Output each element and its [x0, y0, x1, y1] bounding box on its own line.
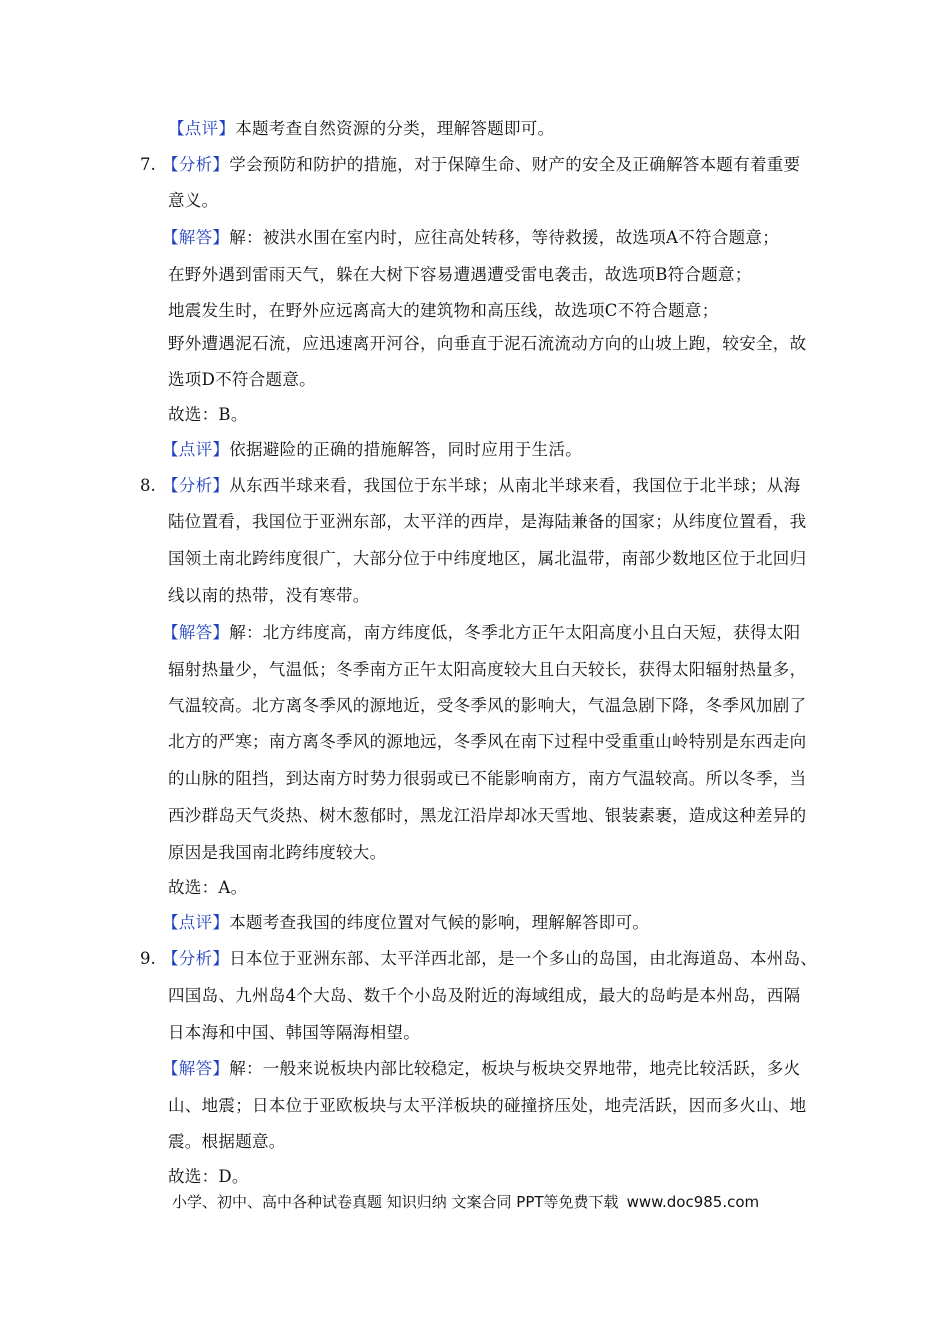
analysis-tag: 【分析】: [162, 949, 230, 968]
q9-choice: 故选：D。: [168, 1167, 249, 1186]
page-footer: [172, 1192, 759, 1212]
q7-analysis-line-1: [162, 154, 800, 176]
q7-answer-line-5: 选项D不符合题意。: [168, 370, 316, 389]
q8-number: 8.: [140, 476, 156, 495]
q7-answer-text-1: 解：被洪水围在室内时，应往高处转移，等待救援，故选项A不符合题意；: [229, 228, 780, 247]
q8-analysis-line-1: [162, 475, 800, 497]
q7-answer-line-1: [162, 227, 779, 249]
analysis-tag: 【分析】: [162, 155, 230, 174]
answer-tag: 【解答】: [162, 1059, 230, 1078]
answer-tag: 【解答】: [162, 623, 230, 642]
q8-answer-line-5: 的山脉的阻挡，到达南方时势力很弱或已不能影响南方，南方气温较高。所以冬季，当: [168, 769, 807, 788]
q8-analysis-text-1: 从东西半球来看，我国位于东半球；从南北半球来看，我国位于北半球；从海: [229, 476, 801, 495]
q7-analysis-line-2: 意义。: [168, 191, 219, 210]
analysis-tag: 【分析】: [162, 476, 230, 495]
q8-answer-line-1: [162, 622, 800, 644]
review-tag: 【点评】: [162, 913, 230, 932]
q9-analysis-text-1: 日本位于亚洲东部、太平洋西北部，是一个多山的岛国，由北海道岛、本州岛、: [229, 949, 818, 968]
q7-analysis-text-1: 学会预防和防护的措施，对于保障生命、财产的安全及正确解答本题有着重要: [229, 155, 801, 174]
q8-choice: 故选：A。: [168, 878, 248, 897]
q7-choice: 故选：B。: [168, 405, 248, 424]
q6-review: [168, 118, 554, 140]
q8-review: [162, 912, 649, 934]
q8-answer-line-4: 北方的严寒；南方离冬季风的源地远，冬季风在南下过程中受重重山岭特别是东西走向: [168, 732, 807, 751]
q8-analysis-line-4: 线以南的热带，没有寒带。: [168, 586, 370, 605]
q8-analysis-line-2: 陆位置看，我国位于亚洲东部，太平洋的西岸，是海陆兼备的国家；从纬度位置看，我: [168, 512, 807, 531]
q9-number: 9.: [140, 949, 156, 968]
q8-answer-line-6: 西沙群岛天气炎热、树木葱郁时，黑龙江沿岸却冰天雪地、银装素裹，造成这种差异的: [168, 806, 807, 825]
review-tag: 【点评】: [162, 440, 230, 459]
q8-analysis-line-3: 国领土南北跨纬度很广，大部分位于中纬度地区，属北温带，南部少数地区位于北回归: [168, 549, 807, 568]
q7-answer-line-2: 在野外遇到雷雨天气，躲在大树下容易遭遇遭受雷电袭击，故选项B符合题意；: [168, 265, 752, 284]
q7-number: 7.: [140, 155, 156, 174]
q6-review-text: 本题考查自然资源的分类，理解答题即可。: [235, 119, 555, 138]
q8-review-text: 本题考查我国的纬度位置对气候的影响，理解解答即可。: [229, 913, 650, 932]
q9-answer-line-2: 山、地震；日本位于亚欧板块与太平洋板块的碰撞挤压处，地壳活跃，因而多火山、地: [168, 1096, 807, 1115]
q8-answer-line-3: 气温较高。北方离冬季风的源地近，受冬季风的影响大，气温急剧下降，冬季风加剧了: [168, 696, 807, 715]
q9-analysis-line-2: 四国岛、九州岛4个大岛、数千个小岛及附近的海域组成，最大的岛屿是本州岛，西隔: [168, 986, 801, 1005]
q9-answer-line-3: 震。根据题意。: [168, 1132, 286, 1151]
q9-analysis-line-3: 日本海和中国、韩国等隔海相望。: [168, 1023, 420, 1042]
answer-tag: 【解答】: [162, 228, 230, 247]
q9-analysis-line-1: [162, 948, 817, 970]
q8-answer-text-1: 解：北方纬度高，南方纬度低，冬季北方正午太阳高度小且白天短，获得太阳: [229, 623, 801, 642]
footer-text: 小学、初中、高中各种试卷真题 知识归纳 文案合同 PPT等免费下载: [172, 1193, 619, 1211]
q7-review-text: 依据避险的正确的措施解答，同时应用于生活。: [229, 440, 583, 459]
q8-answer-line-7: 原因是我国南北跨纬度较大。: [168, 843, 387, 862]
q7-answer-line-3: 地震发生时，在野外应远离高大的建筑物和高压线，故选项C不符合题意；: [168, 301, 719, 320]
q9-answer-text-1: 解：一般来说板块内部比较稳定，板块与板块交界地带，地壳比较活跃，多火: [229, 1059, 801, 1078]
q9-answer-line-1: [162, 1058, 800, 1080]
q7-answer-line-4: 野外遭遇泥石流，应迅速离开河谷，向垂直于泥石流流动方向的山坡上跑，较安全，故: [168, 334, 807, 353]
q8-answer-line-2: 辐射热量少，气温低；冬季南方正午太阳高度较大且白天较长，获得太阳辐射热量多，: [168, 660, 807, 679]
q7-review: [162, 439, 582, 461]
review-tag: 【点评】: [168, 119, 236, 138]
footer-url[interactable]: www.doc985.com: [626, 1193, 760, 1211]
